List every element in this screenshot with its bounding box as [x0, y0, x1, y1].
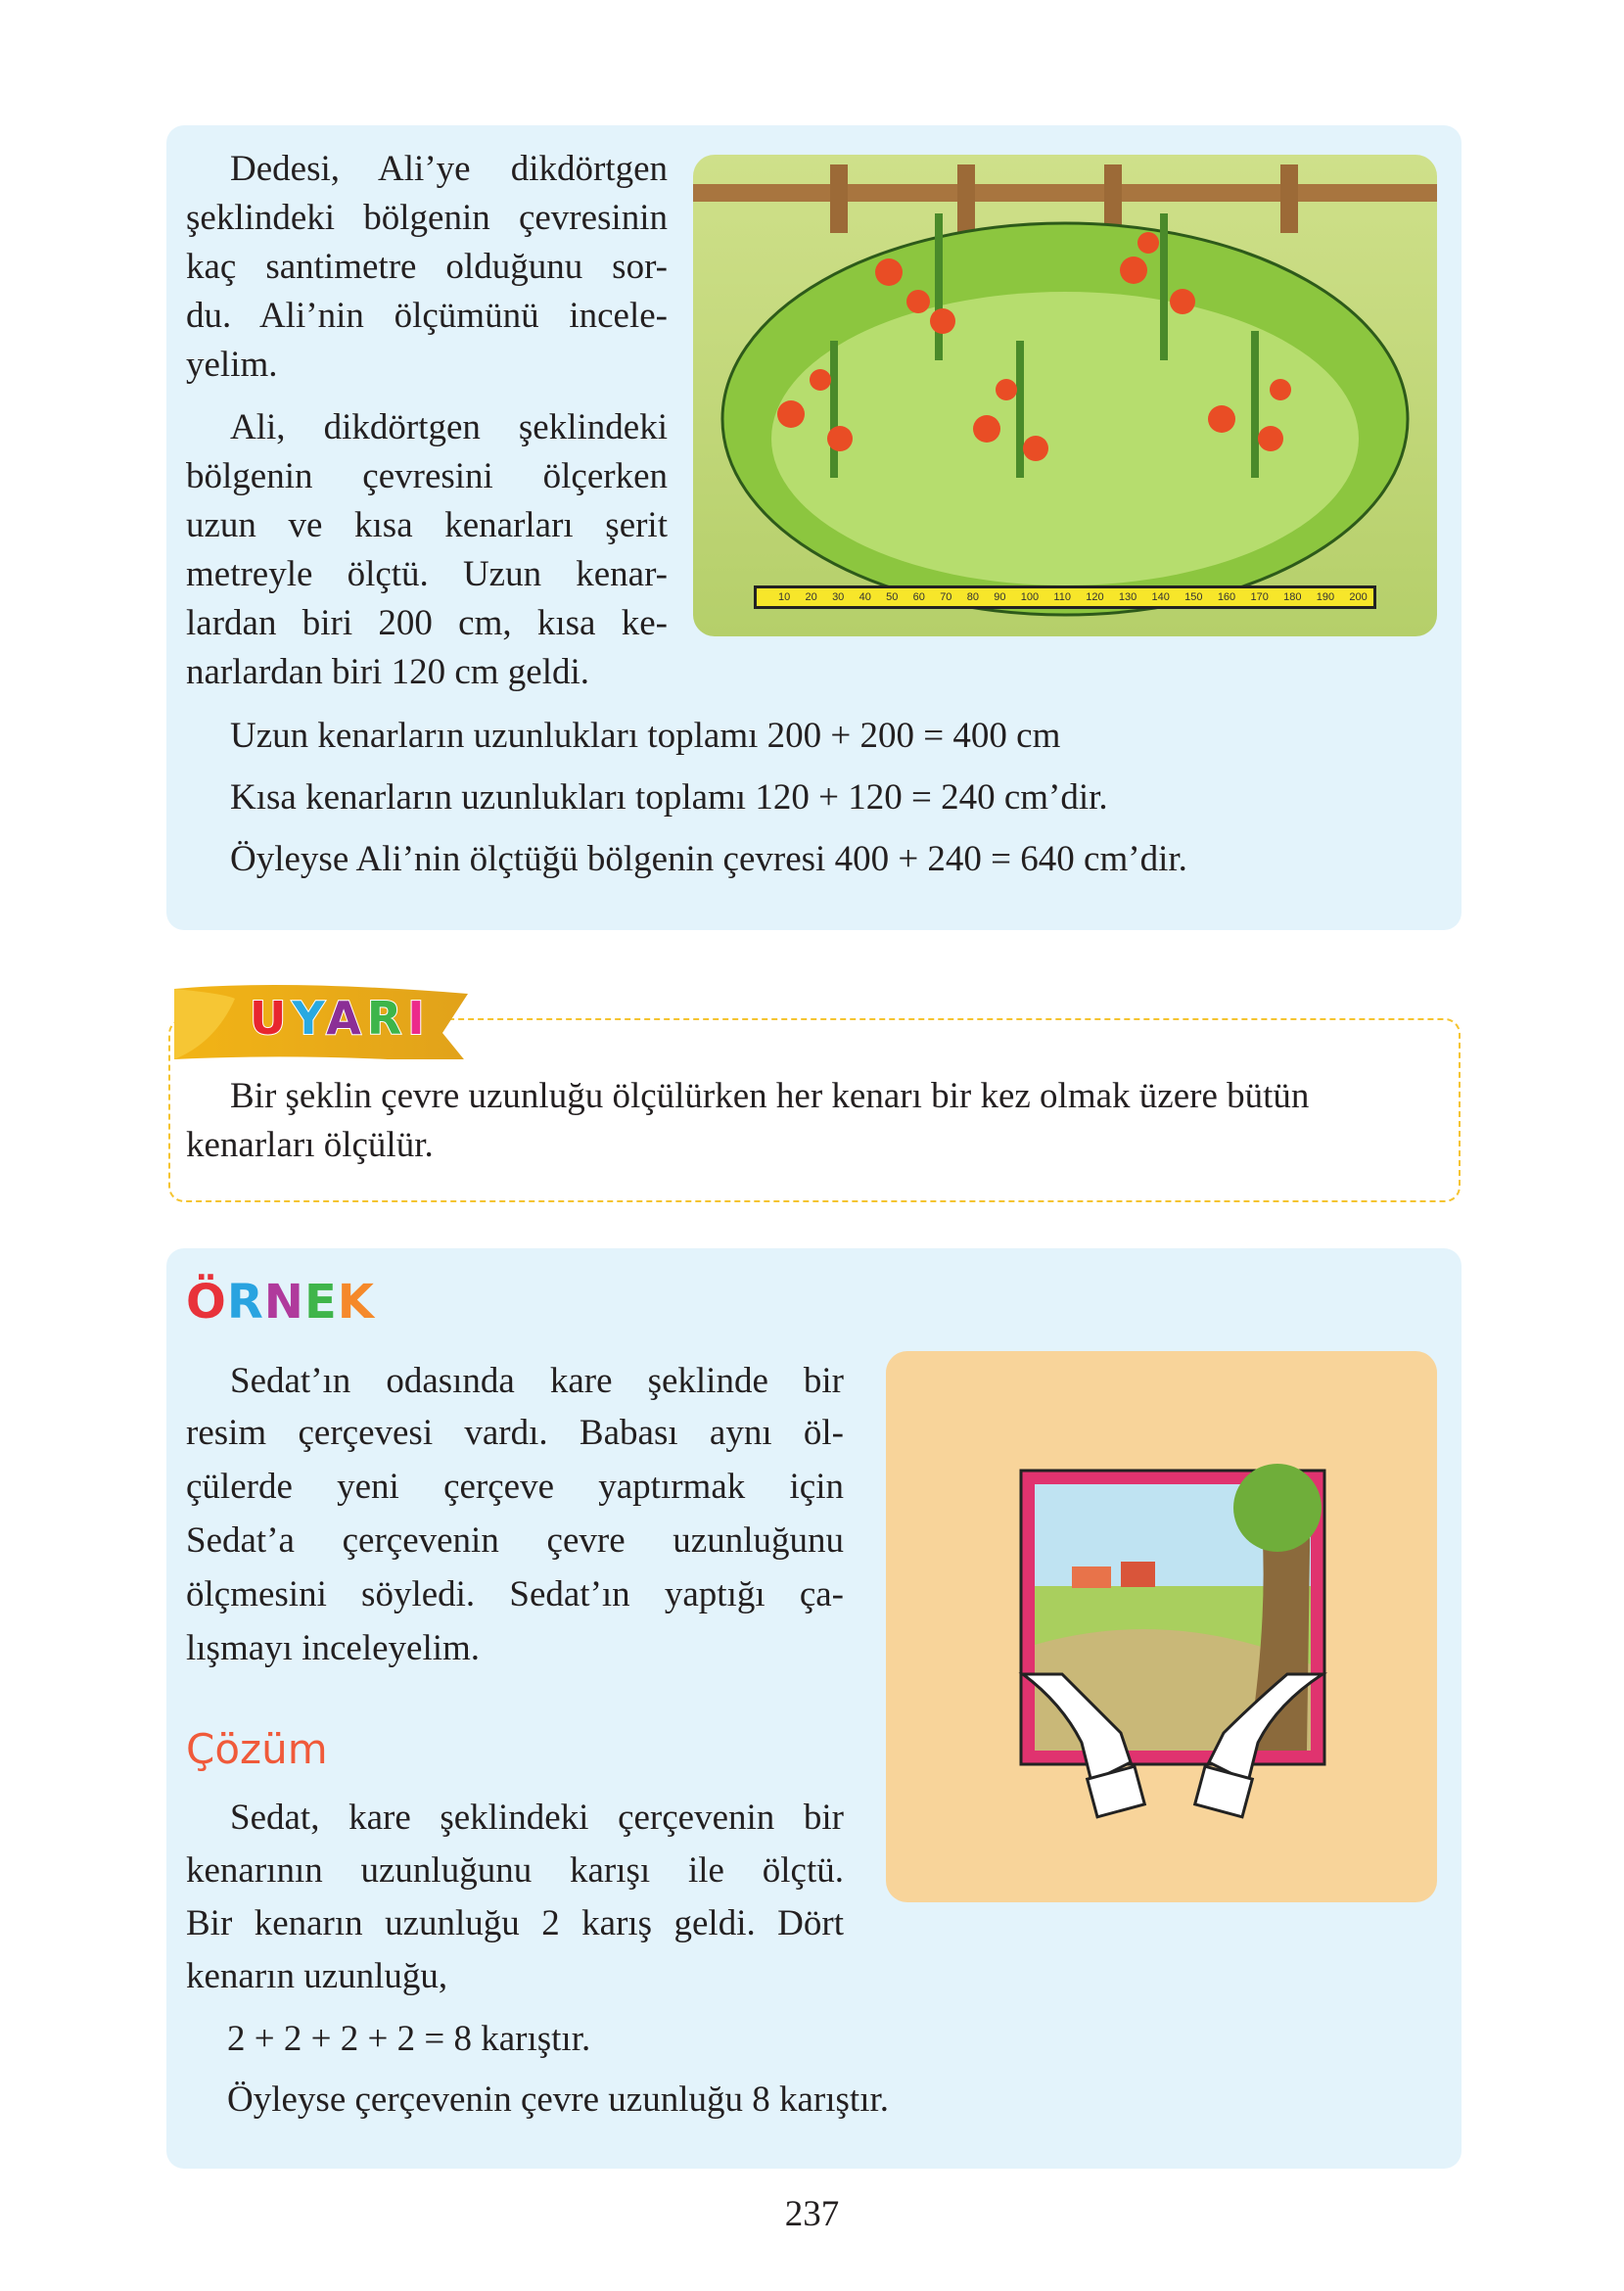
text-line: Ali, dikdörtgen şeklindeki — [230, 407, 668, 447]
text-line: kaç santimetre olduğunu sor- — [186, 247, 668, 287]
paragraph-2 — [186, 403, 668, 697]
garden-drawing — [693, 155, 1437, 636]
example-paragraph — [186, 1357, 844, 1675]
text-line: du. Ali’nin ölçümünü incele- — [186, 296, 668, 336]
text-line: Sedat’ın odasında kare şeklinde bir — [230, 1361, 844, 1401]
text-line: şeklindeki bölgenin çevresinin — [186, 198, 668, 238]
ruler-tick-label: 160 — [1217, 591, 1236, 603]
title-letter: R — [226, 1275, 264, 1330]
solution-paragraph — [186, 1792, 844, 2003]
ruler-tick-label: 40 — [858, 591, 871, 603]
ruler-tick-label: 180 — [1283, 591, 1302, 603]
title-letter: I — [407, 992, 431, 1045]
long-sides-sum: Uzun kenarların uzunlukları toplamı 200 + 200 = 400 cm — [230, 716, 1061, 756]
title-letter: R — [366, 992, 408, 1045]
text-line: bölgenin çevresini ölçerken — [186, 456, 668, 496]
warning-title — [250, 992, 430, 1045]
ruler-tick-label: 190 — [1316, 591, 1335, 603]
title-letter: N — [263, 1275, 304, 1330]
text-line: Sedat, kare şeklindeki çerçevenin bir — [230, 1798, 844, 1838]
ruler-tick-label: 110 — [1053, 591, 1071, 603]
title-letter: Y — [292, 992, 327, 1045]
ruler-tick-label: 20 — [805, 591, 817, 603]
text-line: Sedat’a çerçevenin çevre uzunluğunu — [186, 1520, 844, 1561]
text-line: kenarının uzunluğunu karışı ile ölçtü. — [186, 1850, 844, 1891]
equation: 2 + 2 + 2 + 2 = 8 karıştır. — [227, 2019, 591, 2059]
ruler-tick-label: 130 — [1118, 591, 1137, 603]
ruler-tick-label: 200 — [1349, 591, 1368, 603]
perimeter-result: Öyleyse Ali’nin ölçtüğü bölgenin çevresi 400 + 240 = 640 cm’dir. — [230, 839, 1187, 879]
picture-frame-illustration — [886, 1351, 1437, 1902]
text-line: Bir kenarın uzunluğu 2 karış geldi. Dört — [186, 1903, 844, 1943]
text-line: yelim. — [186, 345, 278, 385]
ruler-tick-label: 170 — [1250, 591, 1269, 603]
title-letter: U — [250, 992, 293, 1045]
ruler-tick-label: 60 — [912, 591, 925, 603]
frame-drawing — [886, 1351, 1437, 1902]
warning-line-1: Bir şeklin çevre uzunluğu ölçülürken her kenarı bir kez olmak üzere bütün — [230, 1076, 1310, 1116]
example-title — [186, 1275, 375, 1330]
title-letter: A — [326, 992, 367, 1045]
ruler-tick-label: 10 — [778, 591, 791, 603]
title-letter: Ö — [186, 1275, 227, 1330]
title-letter: E — [303, 1275, 338, 1330]
title-letter: K — [337, 1275, 375, 1330]
text-line: Dedesi, Ali’ye dikdörtgen — [230, 149, 668, 189]
text-line: lardan biri 200 cm, kısa ke- — [186, 603, 668, 643]
tape-measure — [754, 585, 1376, 609]
text-line: çülerde yeni çerçeve yaptırmak için — [186, 1467, 844, 1507]
text-line: lışmayı inceleyelim. — [186, 1628, 481, 1668]
warning-banner — [166, 974, 468, 1059]
ruler-tick-label: 100 — [1020, 591, 1040, 603]
ruler-tick-label: 80 — [966, 591, 979, 603]
text-line: metreyle ölçtü. Uzun kenar- — [186, 554, 668, 594]
text-line: uzun ve kısa kenarları şerit — [186, 505, 668, 545]
text-line: ölçmesini söyledi. Sedat’ın yaptığı ça- — [186, 1574, 844, 1614]
warning-line-2: kenarları ölçülür. — [186, 1125, 434, 1165]
ruler-tick-label: 70 — [940, 591, 952, 603]
short-sides-sum: Kısa kenarların uzunlukları toplamı 120 + 120 = 240 cm’dir. — [230, 777, 1108, 818]
text-line: resim çerçevesi vardı. Babası aynı öl- — [186, 1413, 844, 1453]
text-line: kenarın uzunluğu, — [186, 1956, 448, 1996]
ruler-tick-label: 120 — [1086, 591, 1104, 603]
ruler-tick-label: 140 — [1151, 591, 1170, 603]
conclusion: Öyleyse çerçevenin çevre uzunluğu 8 karıştır. — [227, 2080, 890, 2120]
ruler-tick-label: 50 — [886, 591, 899, 603]
text-line: narlardan biri 120 cm geldi. — [186, 652, 590, 692]
solution-title: Çözüm — [186, 1725, 328, 1773]
tomato-garden-illustration — [693, 155, 1437, 636]
ruler-tick-label: 150 — [1184, 591, 1203, 603]
paragraph-1 — [186, 145, 668, 390]
ruler-tick-label: 30 — [832, 591, 845, 603]
ruler-tick-label: 90 — [994, 591, 1006, 603]
page-number: 237 — [784, 2194, 840, 2234]
